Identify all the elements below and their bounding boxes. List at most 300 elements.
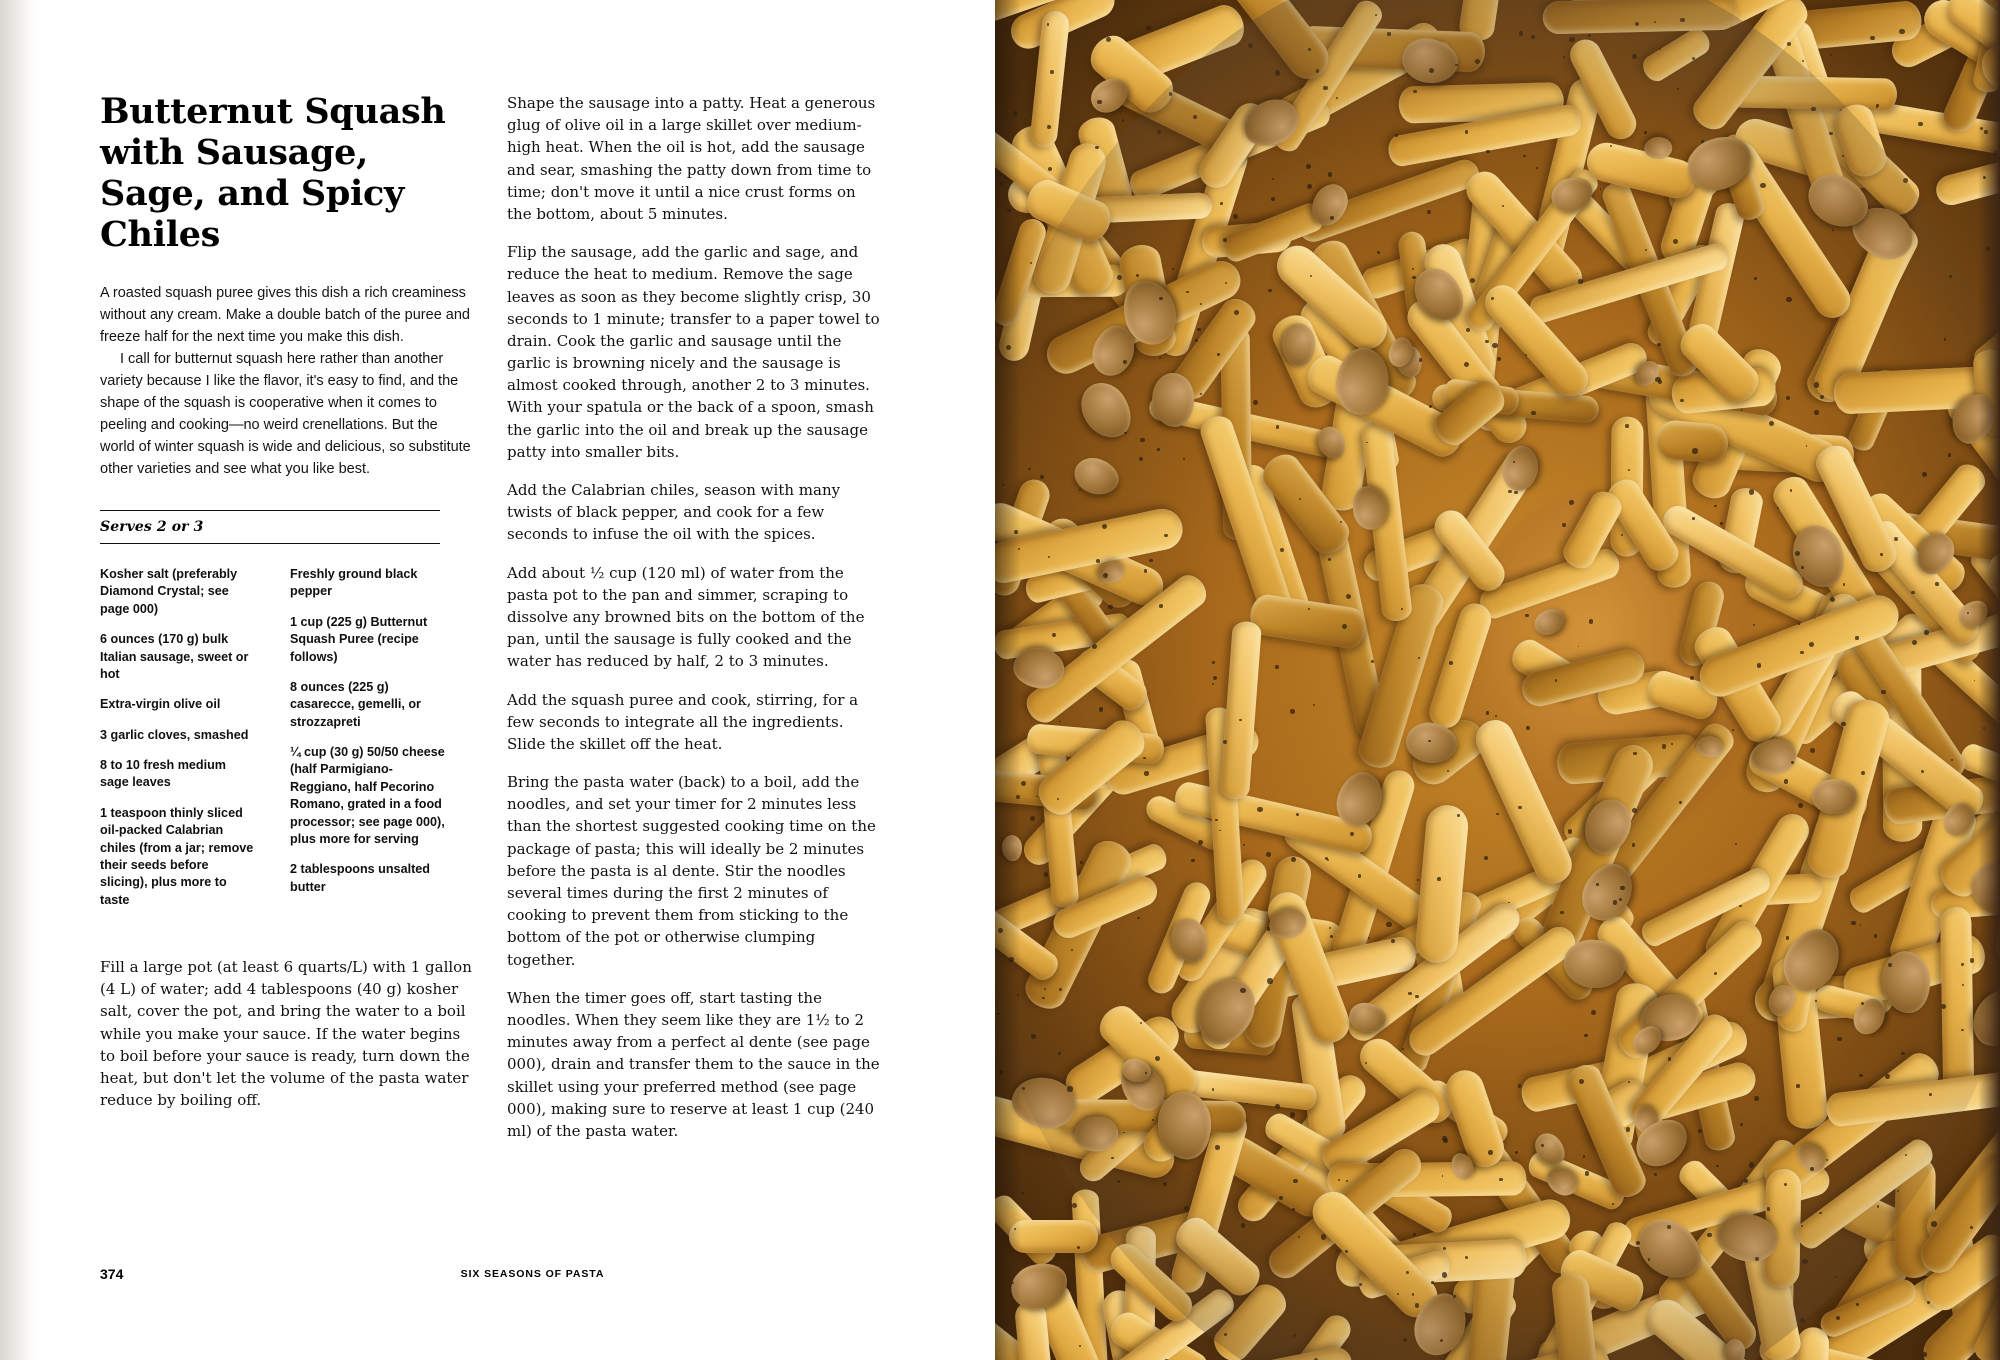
pepper-fleck <box>1213 676 1217 680</box>
pepper-fleck <box>1172 268 1174 270</box>
pepper-fleck <box>1080 861 1083 864</box>
pepper-fleck <box>1447 770 1450 773</box>
pepper-fleck <box>1428 740 1431 743</box>
pepper-fleck <box>1970 958 1974 962</box>
pepper-fleck <box>1836 1316 1840 1320</box>
pepper-fleck <box>1340 521 1342 523</box>
pasta-noodle <box>1654 419 1729 464</box>
pepper-fleck <box>1876 104 1879 107</box>
pepper-fleck <box>1157 448 1159 450</box>
pepper-fleck <box>1145 1072 1147 1074</box>
pepper-fleck <box>1117 1180 1120 1183</box>
pepper-fleck <box>1786 396 1790 400</box>
ingredient-item: ¼ cup (30 g) 50/50 cheese (half Parmigiano-Reggiano, half Pecorino Romano, grated in a food processor; see page 000), plus more for serving <box>290 745 445 846</box>
pepper-fleck <box>1455 64 1457 66</box>
pepper-fleck <box>1820 395 1824 399</box>
pepper-fleck <box>1377 251 1380 254</box>
pepper-fleck <box>1802 1259 1807 1264</box>
pepper-fleck <box>1591 1010 1596 1015</box>
pepper-fleck <box>1486 711 1489 714</box>
pepper-fleck <box>1412 1293 1415 1296</box>
page-gutter-shadow <box>0 0 40 1360</box>
pepper-fleck <box>1275 1104 1280 1109</box>
pepper-fleck <box>1419 358 1423 362</box>
pepper-fleck <box>1662 744 1666 748</box>
pepper-fleck <box>1830 54 1832 56</box>
ingredient-item: Kosher salt (preferably Diamond Crystal; see page 000) <box>100 567 238 616</box>
pepper-fleck <box>1267 927 1271 931</box>
headnote <box>100 282 473 480</box>
pepper-fleck <box>1583 1155 1585 1157</box>
pepper-fleck <box>1499 1178 1502 1181</box>
photo-image <box>995 0 2000 1360</box>
pepper-fleck <box>1513 461 1515 463</box>
yield-rule <box>100 510 440 544</box>
pepper-fleck <box>1071 949 1073 951</box>
pepper-fleck <box>1787 42 1791 46</box>
pepper-fleck <box>1346 1180 1348 1182</box>
page-title: Butternut Squash with Sausage, Sage, and Spicy Chiles <box>100 91 446 255</box>
pepper-fleck <box>1814 382 1819 387</box>
pasta-noodles <box>995 0 2000 1360</box>
pepper-fleck <box>1191 859 1194 862</box>
running-head: SIX SEASONS OF PASTA <box>460 1268 605 1280</box>
pepper-fleck <box>1449 661 1453 665</box>
pasta-noodle <box>1639 25 1715 86</box>
pepper-fleck <box>1418 657 1420 659</box>
pepper-fleck <box>1243 844 1245 846</box>
pepper-fleck <box>1680 18 1685 23</box>
pepper-fleck <box>1391 939 1395 943</box>
pepper-fleck <box>1798 623 1800 625</box>
pepper-fleck <box>1508 490 1511 493</box>
pepper-fleck <box>1967 612 1969 614</box>
pepper-fleck <box>1541 1144 1544 1147</box>
pepper-fleck <box>1415 995 1418 998</box>
pepper-fleck <box>1514 491 1518 495</box>
pepper-fleck <box>1830 597 1835 602</box>
pepper-fleck <box>1298 1236 1300 1238</box>
pepper-fleck <box>1948 453 1952 457</box>
pepper-fleck <box>1375 14 1377 16</box>
pepper-fleck <box>1111 1157 1114 1160</box>
method-step: When the timer goes off, start tasting the noodles. When they seem like they are 1½ to 2 minutes away from a perfect al dente (see page 000), drain and transfer them to the sauce in the skillet using your preferred method (see page 000), making sure to reserve at least 1 cup (240 ml) of the pasta water. <box>507 988 880 1140</box>
pasta-noodle <box>1470 714 1578 890</box>
pepper-fleck <box>1918 122 1923 127</box>
pepper-fleck <box>1197 328 1200 331</box>
pepper-fleck <box>1714 505 1717 508</box>
pepper-fleck <box>1140 438 1145 443</box>
pepper-fleck <box>1293 1179 1297 1183</box>
pepper-fleck <box>1267 978 1272 983</box>
pepper-fleck <box>1881 690 1885 694</box>
pepper-fleck <box>1841 722 1845 726</box>
method-right <box>507 92 880 1142</box>
pepper-fleck <box>1212 1088 1214 1090</box>
pepper-fleck <box>1801 566 1803 568</box>
pepper-fleck <box>1144 569 1147 572</box>
pepper-fleck <box>1749 1162 1754 1167</box>
pepper-fleck <box>1496 813 1498 815</box>
pepper-fleck <box>1800 651 1803 654</box>
pepper-fleck <box>1563 56 1565 58</box>
pepper-fleck <box>1257 807 1262 812</box>
pepper-fleck <box>1403 1338 1407 1342</box>
pepper-fleck <box>1031 1034 1036 1039</box>
pepper-fleck <box>1239 719 1242 722</box>
pepper-fleck <box>1645 249 1647 251</box>
pepper-fleck <box>1079 1345 1081 1347</box>
table-edge <box>1978 0 2000 1360</box>
pepper-fleck <box>1791 761 1794 764</box>
pepper-fleck <box>1442 1272 1447 1277</box>
pepper-fleck <box>1835 1276 1837 1278</box>
pepper-fleck <box>1837 1037 1841 1041</box>
pepper-fleck <box>1484 856 1489 861</box>
pepper-fleck <box>1323 86 1327 90</box>
pepper-fleck <box>1336 1250 1338 1252</box>
pepper-fleck <box>1749 489 1754 494</box>
pepper-fleck <box>1495 715 1497 717</box>
pepper-fleck <box>1413 1233 1416 1236</box>
pepper-fleck <box>1628 469 1630 471</box>
pepper-fleck <box>1198 840 1203 845</box>
ingredient-item: 8 ounces (225 g) casarecce, gemelli, or strozzapreti <box>290 679 421 729</box>
pepper-fleck <box>1754 1096 1759 1101</box>
pepper-fleck <box>1246 1103 1248 1105</box>
pepper-fleck <box>1217 353 1220 356</box>
pepper-fleck <box>1342 624 1347 629</box>
column-right <box>507 92 880 1158</box>
pepper-fleck <box>1122 119 1124 121</box>
pepper-fleck <box>1860 924 1862 926</box>
pepper-fleck <box>1123 360 1127 364</box>
pepper-fleck <box>1786 297 1791 302</box>
pepper-fleck <box>1924 630 1928 634</box>
sausage-crumble <box>1071 374 1140 447</box>
pepper-fleck <box>1569 500 1574 505</box>
pepper-fleck <box>1365 1062 1367 1064</box>
pepper-fleck <box>1387 32 1390 35</box>
pepper-fleck <box>1600 188 1602 190</box>
pepper-fleck <box>1518 1084 1522 1088</box>
pepper-fleck <box>1272 178 1275 181</box>
pepper-fleck <box>1692 517 1695 520</box>
left-page <box>0 0 995 1360</box>
pepper-fleck <box>1628 1081 1630 1083</box>
pepper-fleck <box>1268 289 1272 293</box>
pepper-fleck <box>1059 721 1061 723</box>
pepper-fleck <box>1077 1246 1080 1249</box>
pepper-fleck <box>1413 90 1416 93</box>
pepper-fleck <box>1290 709 1295 714</box>
pepper-fleck <box>1097 100 1101 104</box>
pepper-fleck <box>1042 997 1044 999</box>
pepper-fleck <box>1585 1171 1590 1176</box>
pepper-fleck <box>1488 1150 1492 1154</box>
pepper-fleck <box>1760 183 1765 188</box>
pepper-fleck <box>1970 1226 1973 1229</box>
pepper-fleck <box>1951 759 1953 761</box>
pepper-fleck <box>1030 816 1035 821</box>
pepper-fleck <box>1692 448 1697 453</box>
pepper-fleck <box>1735 843 1737 845</box>
pepper-fleck <box>1880 553 1883 556</box>
pepper-fleck <box>1275 665 1279 669</box>
pepper-fleck <box>1266 852 1271 857</box>
pepper-fleck <box>1103 573 1108 578</box>
pepper-fleck <box>1058 1052 1061 1055</box>
pepper-fleck <box>1440 1339 1443 1342</box>
pepper-fleck <box>1769 421 1774 426</box>
pepper-fleck <box>1443 1138 1447 1142</box>
pepper-fleck <box>1220 202 1223 205</box>
pepper-fleck <box>1159 297 1162 300</box>
headnote-paragraph-2: I call for butternut squash here rather than another variety because I like the flavor, it's easy to find, and the shape of the squash is cooperative when it comes to peeling and cooking—no weird crenellations. But the world of winter squash is wide and delicious, so substitute other varieties and see what you like best. <box>100 350 471 477</box>
pepper-fleck <box>1531 411 1535 415</box>
pepper-fleck <box>1578 279 1582 283</box>
pepper-fleck <box>1668 1057 1671 1060</box>
pepper-fleck <box>1905 1154 1907 1156</box>
pepper-fleck <box>1632 808 1637 813</box>
pepper-fleck <box>1800 1318 1805 1323</box>
column-left <box>100 92 473 1127</box>
ingredient-item: 8 to 10 fresh medium sage leaves <box>100 758 226 790</box>
pepper-fleck <box>1874 934 1877 937</box>
pepper-fleck <box>1877 1205 1879 1207</box>
pepper-fleck <box>1276 425 1279 428</box>
pepper-fleck <box>1124 432 1126 434</box>
method-step: Add the Calabrian chiles, season with many twists of black pepper, and cook for a few seconds to infuse the oil with the spices. <box>507 481 841 544</box>
pepper-fleck <box>1569 37 1574 42</box>
pepper-fleck <box>1465 130 1468 133</box>
pepper-fleck <box>1139 457 1143 461</box>
pepper-fleck <box>1224 1333 1227 1336</box>
pepper-fleck <box>1225 282 1227 284</box>
method-step: Flip the sausage, add the garlic and sage, and reduce the heat to medium. Remove the sage leaves as soon as they become slightly crisp, 30 seconds to 1 minute; transfer to a paper towel to drain. Cook the garlic and sausage until the garlic is browning nicely and the sausage is almost cooked through, another 2 to 3 minutes. With your spatula or the back of a spoon, smash the garlic into the oil and break up the sausage patty into smaller bits. <box>507 243 880 461</box>
pepper-fleck <box>1584 1034 1587 1037</box>
method-step: Shape the sausage into a patty. Heat a generous glug of olive oil in a large skillet over medium-high heat. When the oil is hot, add the sausage and sear, smashing the patty down from time to time; don't move it until a nice crust forms on the bottom, about 5 minutes. <box>507 94 876 223</box>
pepper-fleck <box>1814 410 1818 414</box>
pepper-fleck <box>1903 178 1908 183</box>
pepper-fleck <box>1518 806 1521 809</box>
pepper-fleck <box>1632 843 1635 846</box>
pasta-noodle <box>1009 1220 1098 1253</box>
pepper-fleck <box>1157 130 1161 134</box>
pepper-fleck <box>1714 972 1717 975</box>
pepper-fleck <box>1486 150 1490 154</box>
method-step: Add the squash puree and cook, stirring, for a few seconds to integrate all the ingredients. Slide the skillet off the heat. <box>507 690 859 753</box>
pepper-fleck <box>1635 22 1639 26</box>
pepper-fleck <box>1798 803 1803 808</box>
pepper-fleck <box>1810 748 1815 753</box>
pepper-fleck <box>1921 770 1924 773</box>
pepper-fleck <box>1644 131 1647 134</box>
pepper-fleck <box>1233 214 1238 219</box>
pepper-fleck <box>1163 1182 1167 1186</box>
pepper-fleck <box>1292 1208 1295 1211</box>
pepper-fleck <box>1613 900 1617 904</box>
pepper-fleck <box>1253 400 1258 405</box>
pepper-fleck <box>1306 164 1311 169</box>
page-number: 374 <box>100 1266 124 1282</box>
pepper-fleck <box>1589 619 1594 624</box>
pepper-fleck <box>1531 35 1535 39</box>
pepper-fleck <box>1525 614 1529 618</box>
pepper-fleck <box>1677 88 1679 90</box>
pepper-fleck <box>1195 339 1198 342</box>
pepper-fleck <box>1183 458 1185 460</box>
pepper-fleck <box>1596 883 1599 886</box>
pepper-fleck <box>1931 1221 1936 1226</box>
pepper-fleck <box>1929 1093 1932 1096</box>
ingredient-item: 6 ounces (170 g) bulk Italian sausage, sweet or hot <box>100 632 249 681</box>
recipe-photo <box>995 0 2000 1360</box>
pepper-fleck <box>1832 229 1834 231</box>
pepper-fleck <box>1050 70 1054 74</box>
pepper-fleck <box>1079 489 1081 491</box>
sausage-crumble <box>1069 452 1123 501</box>
pepper-fleck <box>1901 1052 1904 1055</box>
pepper-fleck <box>1961 1029 1963 1031</box>
pepper-fleck <box>1328 172 1332 176</box>
pepper-fleck <box>1431 1281 1434 1284</box>
pepper-fleck <box>1536 167 1538 169</box>
pepper-fleck <box>1625 424 1629 428</box>
pepper-fleck <box>1453 1295 1456 1298</box>
ingredient-item: 1 teaspoon thinly sliced oil-packed Calabrian chiles (from a jar; remove their seeds before slicing), plus more to taste <box>100 805 254 907</box>
pepper-fleck <box>1117 275 1122 280</box>
pepper-fleck <box>1811 107 1815 111</box>
pepper-fleck <box>1155 1056 1160 1061</box>
pepper-fleck <box>1720 522 1722 524</box>
pepper-fleck <box>1313 704 1315 706</box>
ingredient-column-2 <box>290 566 446 922</box>
pepper-fleck <box>1679 801 1682 804</box>
pepper-fleck <box>1047 125 1051 129</box>
pepper-fleck <box>1417 879 1419 881</box>
pepper-fleck <box>1044 988 1046 990</box>
pepper-fleck <box>1856 1303 1859 1306</box>
pepper-fleck <box>1047 23 1049 25</box>
ingredient-item: Freshly ground black pepper <box>290 567 418 599</box>
pepper-fleck <box>1271 197 1275 201</box>
pepper-fleck <box>1716 1165 1718 1167</box>
pepper-fleck <box>1568 829 1573 834</box>
pepper-fleck <box>1386 922 1391 927</box>
pepper-fleck <box>1944 338 1946 340</box>
pepper-fleck <box>1740 1123 1743 1126</box>
pepper-fleck <box>1753 624 1755 626</box>
ingredient-column-1 <box>100 566 256 922</box>
pepper-fleck <box>1757 663 1761 667</box>
pepper-fleck <box>1108 605 1112 609</box>
pepper-fleck <box>1021 1192 1024 1195</box>
pepper-fleck <box>1671 743 1673 745</box>
pepper-fleck <box>1149 559 1153 563</box>
pepper-fleck <box>1941 1004 1946 1009</box>
pepper-fleck <box>1402 1048 1404 1050</box>
pepper-fleck <box>1401 608 1403 610</box>
pepper-fleck <box>1911 591 1914 594</box>
ingredient-item: Extra-virgin olive oil <box>100 697 221 712</box>
pepper-fleck <box>1815 1000 1817 1002</box>
pepper-fleck <box>1707 1233 1712 1238</box>
pepper-fleck <box>1560 911 1564 915</box>
pepper-fleck <box>1859 1074 1863 1078</box>
pepper-fleck <box>1048 556 1050 558</box>
pepper-fleck <box>1588 34 1591 37</box>
pepper-fleck <box>1290 1112 1295 1117</box>
pepper-fleck <box>1144 771 1148 775</box>
pepper-fleck <box>1819 1212 1821 1214</box>
headnote-paragraph-1: A roasted squash puree gives this dish a rich creaminess without any cream. Make a double batch of the puree and freeze half for the next time you make this dish. <box>100 284 470 345</box>
pepper-fleck <box>1796 1084 1799 1087</box>
pepper-fleck <box>1620 886 1624 890</box>
ingredient-item: 3 garlic cloves, smashed <box>100 727 249 742</box>
pepper-fleck <box>1096 559 1100 563</box>
pepper-fleck <box>1275 70 1280 75</box>
pepper-fleck <box>1701 140 1704 143</box>
pepper-fleck <box>1515 1151 1518 1154</box>
pepper-fleck <box>1137 917 1140 920</box>
pepper-fleck <box>1855 636 1858 639</box>
sausage-crumble <box>1530 604 1568 640</box>
pepper-fleck <box>1497 357 1501 361</box>
pepper-fleck <box>1330 216 1334 220</box>
pepper-fleck <box>1308 48 1311 51</box>
pepper-fleck <box>1492 343 1497 348</box>
pepper-fleck <box>1754 277 1757 280</box>
pepper-fleck <box>1143 757 1145 759</box>
pepper-fleck <box>1215 1145 1219 1149</box>
pepper-fleck <box>1296 813 1299 816</box>
method-left <box>100 956 473 1111</box>
pepper-fleck <box>1457 814 1460 817</box>
pepper-fleck <box>1810 1167 1814 1171</box>
pasta-noodle <box>1543 0 1738 34</box>
ingredient-item: 1 cup (225 g) Butternut Squash Puree (recipe follows) <box>290 614 428 664</box>
pepper-fleck <box>1159 357 1161 359</box>
pepper-fleck <box>1406 1271 1409 1274</box>
pepper-fleck <box>1922 472 1927 477</box>
pepper-fleck <box>1307 184 1312 189</box>
pasta-noodle <box>1583 139 1700 203</box>
pepper-fleck <box>1698 1129 1702 1133</box>
pepper-fleck <box>1935 582 1939 586</box>
pepper-fleck <box>1241 1223 1245 1227</box>
pepper-fleck <box>1427 210 1431 214</box>
pepper-fleck <box>1555 679 1557 681</box>
text-columns <box>100 92 880 1252</box>
pepper-fleck <box>1212 661 1215 664</box>
pepper-fleck <box>1523 155 1526 158</box>
pepper-fleck <box>1044 872 1048 876</box>
pepper-fleck <box>1280 548 1284 552</box>
method-step: Bring the pasta water (back) to a boil, add the noodles, and set your timer for 2 minutes less than the shortest suggested cooking time on the package of pasta; this will ideally be 2 minutes before the pasta is al dente. Stir the noodles several times during the first 2 minutes of cooking to prevent them from sticking to the bottom of the pot or otherwise clumping together. <box>507 773 876 969</box>
pepper-fleck <box>1519 31 1523 35</box>
pepper-fleck <box>1028 468 1030 470</box>
pepper-fleck <box>1680 399 1683 402</box>
pepper-fleck <box>1861 771 1865 775</box>
pepper-fleck <box>1578 646 1580 648</box>
yield-label: Serves 2 or 3 <box>100 519 204 536</box>
pepper-fleck <box>1809 642 1814 647</box>
pepper-fleck <box>1067 1086 1072 1091</box>
pepper-fleck <box>1429 68 1434 73</box>
ingredient-item: 2 tablespoons unsalted butter <box>290 862 430 894</box>
pepper-fleck <box>1465 1256 1468 1259</box>
